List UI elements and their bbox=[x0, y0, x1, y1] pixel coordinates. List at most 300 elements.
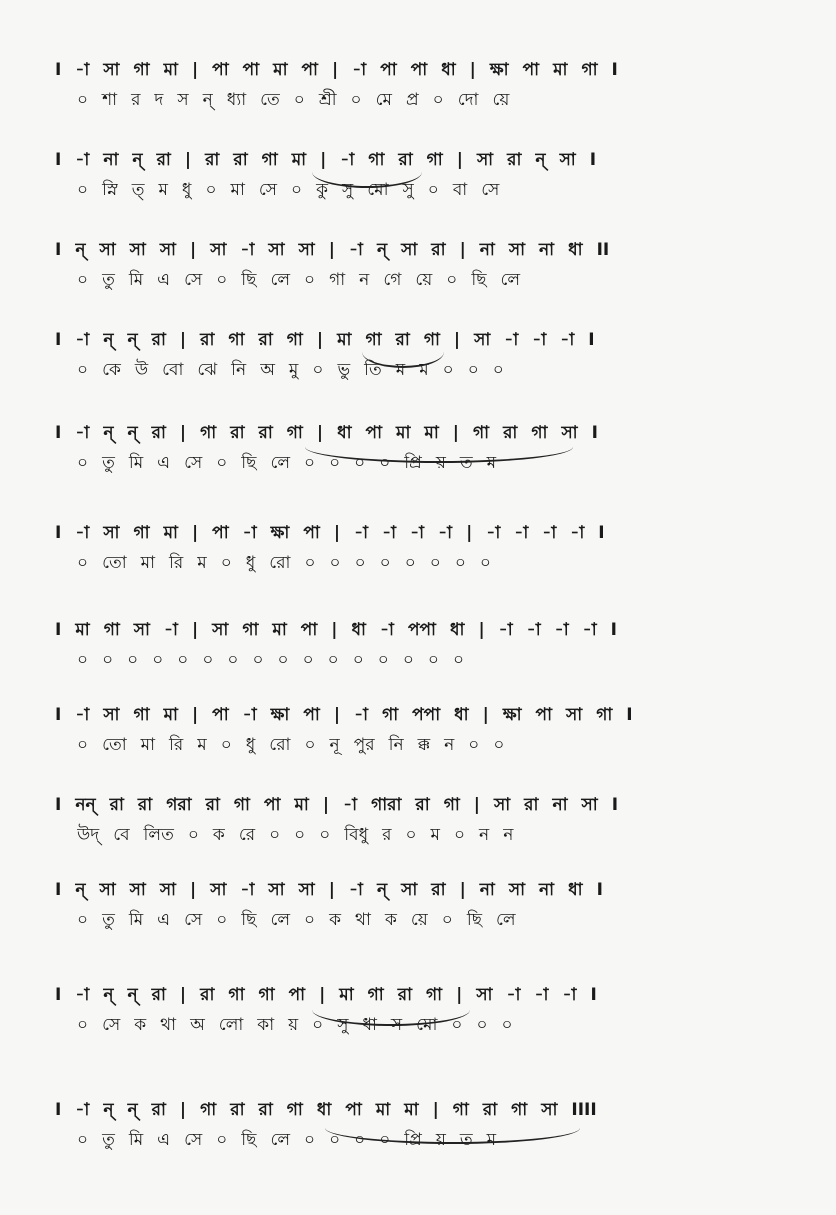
swara-note: রা bbox=[205, 150, 220, 170]
lyric-syllable: ০ bbox=[312, 360, 324, 380]
swara-note: ধা bbox=[351, 620, 366, 640]
swara-note: সা bbox=[133, 620, 150, 640]
lyric-syllable: ০ bbox=[352, 650, 364, 670]
swara-note: গা bbox=[531, 423, 548, 443]
lyric-syllable: ০ bbox=[304, 735, 316, 755]
swara-note: ক্ষা bbox=[270, 523, 290, 543]
swara-note: IIII bbox=[571, 1100, 597, 1120]
lyric-syllable: ০ bbox=[432, 90, 444, 110]
swara-line bbox=[55, 145, 815, 175]
lyric-syllable: বো bbox=[162, 360, 184, 380]
lyric-syllable: ম bbox=[419, 360, 429, 380]
lyric-syllable: ০ bbox=[501, 1015, 513, 1035]
swara-note: রা bbox=[151, 330, 166, 350]
swara-note: পা bbox=[303, 523, 320, 543]
lyric-syllable: ০ bbox=[77, 270, 89, 290]
lyric-syllable: য় bbox=[435, 1130, 446, 1150]
swara-note: সা bbox=[474, 330, 491, 350]
lyric-syllable: ০ bbox=[446, 270, 458, 290]
swara-note: সা bbox=[298, 240, 315, 260]
lyric-syllable: রো bbox=[269, 553, 291, 573]
lyric-line bbox=[77, 85, 815, 115]
swara-note: | bbox=[452, 423, 459, 443]
lyric-line bbox=[77, 645, 815, 675]
swara-note: গা bbox=[367, 985, 384, 1005]
lyric-syllable: ০ bbox=[252, 650, 264, 670]
notation-row bbox=[55, 875, 815, 935]
swara-note: গা bbox=[133, 523, 150, 543]
lyric-syllable: ০ bbox=[354, 553, 366, 573]
lyric-syllable: ০ bbox=[453, 825, 466, 845]
swara-note: ন্ bbox=[75, 240, 86, 260]
swara-note: পা bbox=[303, 705, 320, 725]
swara-note: -া bbox=[382, 523, 397, 543]
swara-note: সা bbox=[476, 150, 494, 170]
swara-note: -া bbox=[242, 523, 257, 543]
swara-note: গা bbox=[286, 330, 303, 350]
swara-note: | bbox=[191, 60, 199, 80]
swara-note: I bbox=[55, 150, 62, 170]
swara-note: I bbox=[55, 795, 62, 815]
lyric-syllable: রি bbox=[169, 735, 184, 755]
lyric-syllable: সু bbox=[402, 180, 414, 200]
lyric-syllable: রো bbox=[269, 735, 291, 755]
lyric-syllable: ০ bbox=[77, 1015, 89, 1035]
swara-note: সা bbox=[210, 880, 227, 900]
notation-row bbox=[55, 518, 815, 578]
lyric-syllable: ০ bbox=[493, 735, 505, 755]
lyric-syllable: ন bbox=[503, 825, 514, 845]
swara-note: সা bbox=[508, 880, 526, 900]
swara-note: | bbox=[322, 795, 330, 815]
swara-note: পা bbox=[212, 523, 229, 543]
swara-note: গা bbox=[426, 150, 443, 170]
swara-note: ন্ bbox=[376, 880, 388, 900]
swara-note: -া bbox=[348, 240, 363, 260]
swara-note: | bbox=[466, 523, 473, 543]
lyric-syllable: ০ bbox=[216, 910, 228, 930]
lyric-syllable: ম bbox=[430, 825, 440, 845]
swara-note: ন্ bbox=[127, 1100, 138, 1120]
swara-note: গা bbox=[473, 423, 490, 443]
swara-note: ন্ bbox=[103, 1100, 114, 1120]
swara-note: গা bbox=[365, 330, 382, 350]
swara-note: ধা bbox=[449, 620, 465, 640]
swara-note: গারা bbox=[371, 795, 402, 815]
swara-note: সা bbox=[401, 880, 418, 900]
swara-note: -া bbox=[582, 620, 597, 640]
notation-row bbox=[55, 615, 815, 675]
swara-line bbox=[55, 55, 815, 85]
swara-note: সা bbox=[212, 620, 229, 640]
swara-note: গা bbox=[452, 1100, 469, 1120]
lyric-syllable: সে bbox=[258, 180, 278, 200]
lyric-syllable: ম bbox=[197, 735, 207, 755]
swara-note: | bbox=[469, 60, 476, 80]
lyric-syllable: ন bbox=[479, 825, 490, 845]
lyric-syllable: সে bbox=[184, 1130, 203, 1150]
swara-note: সা bbox=[99, 240, 116, 260]
lyric-syllable: লিত bbox=[143, 825, 174, 845]
swara-note: | bbox=[179, 330, 187, 350]
lyric-syllable: শা bbox=[102, 90, 118, 110]
swara-note: পা bbox=[345, 1100, 362, 1120]
swara-note: গরা bbox=[166, 795, 192, 815]
swara-note: না bbox=[552, 795, 568, 815]
swara-note: মা bbox=[75, 620, 90, 640]
lyric-syllable: ক bbox=[384, 910, 397, 930]
swara-note: | bbox=[191, 523, 199, 543]
swara-note: রা bbox=[258, 330, 273, 350]
swara-line bbox=[55, 615, 815, 645]
lyric-syllable: সে bbox=[102, 1015, 121, 1035]
swara-note: | bbox=[478, 620, 485, 640]
swara-note: পা bbox=[365, 423, 383, 443]
lyric-syllable: ০ bbox=[220, 553, 232, 573]
swara-note: | bbox=[319, 985, 326, 1005]
swara-note: -া bbox=[438, 523, 453, 543]
swara-note: মা bbox=[273, 60, 288, 80]
lyric-syllable: লে bbox=[496, 910, 516, 930]
swara-note: মা bbox=[396, 423, 411, 443]
lyric-syllable: ক bbox=[212, 825, 225, 845]
swara-line bbox=[55, 418, 815, 448]
swara-note: গা bbox=[242, 620, 259, 640]
swara-line bbox=[55, 1095, 815, 1125]
lyric-syllable: ম bbox=[197, 553, 207, 573]
swara-note: সা bbox=[561, 423, 578, 443]
swara-note: গা bbox=[443, 795, 460, 815]
swara-note: | bbox=[316, 330, 324, 350]
lyric-syllable: পুর bbox=[353, 735, 375, 755]
lyric-syllable: মে bbox=[375, 90, 392, 110]
lyric-syllable: ০ bbox=[427, 650, 439, 670]
lyric-syllable: ধা bbox=[362, 1015, 377, 1035]
swara-note: -া bbox=[498, 620, 513, 640]
lyric-syllable: ছি bbox=[241, 270, 257, 290]
lyric-syllable: এ bbox=[157, 453, 171, 473]
swara-note: I bbox=[55, 985, 62, 1005]
lyric-syllable: বা bbox=[452, 180, 468, 200]
lyric-line bbox=[77, 265, 815, 295]
notation-row bbox=[55, 700, 815, 760]
swara-note: রা bbox=[200, 330, 215, 350]
lyric-syllable: র bbox=[382, 825, 392, 845]
swara-note: | bbox=[328, 880, 335, 900]
lyric-syllable: ০ bbox=[405, 825, 417, 845]
lyric-syllable: ০ bbox=[216, 1130, 228, 1150]
lyric-syllable: সে bbox=[184, 910, 203, 930]
swara-note: -া bbox=[340, 150, 355, 170]
swara-note: -া bbox=[75, 330, 90, 350]
lyric-syllable: সু bbox=[337, 1015, 349, 1035]
lyric-syllable: ন bbox=[444, 735, 455, 755]
swara-line bbox=[55, 790, 815, 820]
lyric-syllable: ছি bbox=[241, 453, 257, 473]
swara-note: সা bbox=[210, 240, 227, 260]
swara-note: সা bbox=[159, 240, 176, 260]
swara-note: গা bbox=[286, 423, 303, 443]
lyric-syllable: নি bbox=[388, 735, 404, 755]
lyric-syllable: বিধু bbox=[344, 825, 369, 845]
swara-note: ধা bbox=[337, 423, 352, 443]
lyric-syllable: ন্ bbox=[202, 90, 213, 110]
lyric-syllable: ০ bbox=[187, 825, 199, 845]
lyric-syllable: য় bbox=[435, 453, 446, 473]
swara-note: I bbox=[598, 523, 605, 543]
lyric-syllable: ০ bbox=[467, 360, 479, 380]
lyric-syllable: কা bbox=[257, 1015, 275, 1035]
swara-note: ন্ bbox=[535, 150, 546, 170]
lyric-syllable: ০ bbox=[77, 180, 89, 200]
lyric-syllable: কু bbox=[316, 180, 328, 200]
lyric-syllable: ০ bbox=[227, 650, 239, 670]
lyric-syllable: মা bbox=[140, 553, 156, 573]
swara-note: সা bbox=[103, 523, 120, 543]
lyric-line bbox=[77, 355, 815, 385]
swara-note: ক্ষা bbox=[502, 705, 522, 725]
lyric-syllable: স bbox=[390, 1015, 403, 1035]
swara-note: মা bbox=[291, 150, 307, 170]
swara-note: পা bbox=[535, 705, 553, 725]
swara-note: I bbox=[590, 985, 597, 1005]
swara-note: -া bbox=[163, 620, 178, 640]
lyric-syllable: ধু bbox=[245, 553, 256, 573]
lyric-syllable: ০ bbox=[404, 553, 416, 573]
swara-note: | bbox=[191, 620, 199, 640]
lyric-syllable: ০ bbox=[402, 650, 414, 670]
lyric-syllable: ০ bbox=[429, 553, 441, 573]
swara-note: | bbox=[453, 330, 461, 350]
lyric-syllable: ০ bbox=[452, 650, 464, 670]
lyric-syllable: এ bbox=[157, 910, 171, 930]
swara-note: রা bbox=[200, 985, 215, 1005]
swara-note: -া bbox=[242, 705, 257, 725]
swara-note: | bbox=[473, 795, 480, 815]
lyric-syllable: য় bbox=[288, 1015, 299, 1035]
lyric-syllable: ০ bbox=[269, 825, 281, 845]
lyric-syllable: ০ bbox=[77, 650, 89, 670]
swara-note: পা bbox=[522, 60, 540, 80]
swara-note: -া bbox=[506, 985, 521, 1005]
lyric-syllable: ছি bbox=[466, 910, 483, 930]
swara-note: I bbox=[589, 150, 597, 170]
swara-note: রা bbox=[524, 795, 539, 815]
swara-note: -া bbox=[560, 330, 575, 350]
lyric-syllable: ০ bbox=[77, 453, 89, 473]
notation-row bbox=[55, 1095, 815, 1155]
lyric-syllable: তি bbox=[364, 360, 382, 380]
swara-note: I bbox=[55, 60, 62, 80]
lyric-syllable: গা bbox=[329, 270, 346, 290]
lyric-syllable: ক bbox=[329, 910, 341, 930]
lyric-syllable: ০ bbox=[379, 453, 391, 473]
swara-note: সা bbox=[494, 795, 511, 815]
lyric-syllable: ম bbox=[486, 453, 497, 473]
swara-note: রা bbox=[109, 795, 124, 815]
lyric-syllable: ০ bbox=[354, 453, 366, 473]
swara-note: I bbox=[611, 60, 618, 80]
lyric-syllable: তে bbox=[260, 90, 280, 110]
swara-note: -া bbox=[75, 150, 90, 170]
lyric-syllable: মি bbox=[128, 1130, 144, 1150]
swara-note: I bbox=[55, 523, 62, 543]
lyric-syllable: থা bbox=[355, 910, 371, 930]
swara-note: সা bbox=[99, 880, 116, 900]
swara-note: গা bbox=[286, 1100, 303, 1120]
swara-note: | bbox=[179, 985, 187, 1005]
lyric-syllable: ম bbox=[158, 180, 168, 200]
lyric-syllable: য়ে bbox=[492, 90, 510, 110]
swara-note: রা bbox=[151, 1100, 166, 1120]
lyric-syllable: সে bbox=[184, 453, 203, 473]
lyric-syllable: তো bbox=[102, 553, 127, 573]
lyric-syllable: মি bbox=[128, 270, 144, 290]
swara-note: | bbox=[320, 150, 327, 170]
lyric-syllable: ছি bbox=[241, 1130, 257, 1150]
swara-note: মা bbox=[424, 423, 439, 443]
lyric-syllable: বে bbox=[113, 825, 130, 845]
swara-note: মা bbox=[337, 330, 352, 350]
lyric-syllable: ধ্যা bbox=[226, 90, 247, 110]
lyric-syllable: মি bbox=[128, 910, 144, 930]
swara-note: সা bbox=[581, 795, 598, 815]
swara-note: ক্ষা bbox=[489, 60, 509, 80]
swara-note: গা bbox=[103, 620, 120, 640]
swara-note: -া bbox=[504, 330, 519, 350]
lyric-syllable: লো bbox=[218, 1015, 244, 1035]
swara-note: না bbox=[539, 240, 555, 260]
swara-note: -া bbox=[554, 620, 569, 640]
lyric-syllable: ০ bbox=[354, 1130, 366, 1150]
lyric-line bbox=[77, 820, 815, 850]
lyric-syllable: ০ bbox=[377, 650, 389, 670]
swara-note: -া bbox=[75, 705, 90, 725]
swara-note: I bbox=[55, 423, 62, 443]
swara-note: মা bbox=[339, 985, 354, 1005]
lyric-syllable: ম bbox=[486, 1130, 497, 1150]
swara-note: ন্ bbox=[127, 330, 138, 350]
lyric-syllable: র bbox=[131, 90, 141, 110]
swara-note: ন্ bbox=[132, 150, 143, 170]
swara-note: -া bbox=[240, 880, 255, 900]
swara-note: গা bbox=[200, 1100, 217, 1120]
swara-note: মা bbox=[272, 620, 287, 640]
swara-note: গা bbox=[511, 1100, 528, 1120]
swara-note: I bbox=[588, 330, 595, 350]
swara-note: -া bbox=[348, 880, 363, 900]
lyric-syllable: উ bbox=[134, 360, 149, 380]
swara-note: নন্ bbox=[75, 795, 96, 815]
lyric-syllable: ০ bbox=[205, 180, 217, 200]
swara-note: ন্ bbox=[103, 423, 114, 443]
swara-note: | bbox=[456, 985, 463, 1005]
swara-note: গা bbox=[133, 705, 150, 725]
swara-note: | bbox=[333, 705, 341, 725]
swara-note: সা bbox=[268, 880, 285, 900]
swara-note: ধা bbox=[568, 240, 583, 260]
swara-note: -া bbox=[75, 523, 90, 543]
swara-note: -া bbox=[354, 705, 369, 725]
lyric-syllable: অ bbox=[190, 1015, 205, 1035]
lyric-syllable: রে bbox=[238, 825, 256, 845]
swara-note: -া bbox=[75, 423, 90, 443]
swara-note: -া bbox=[354, 523, 369, 543]
lyric-syllable: লে bbox=[270, 270, 291, 290]
lyric-syllable: ০ bbox=[177, 650, 189, 670]
lyric-syllable: স bbox=[177, 90, 189, 110]
swara-note: ধা bbox=[441, 60, 456, 80]
lyric-syllable: ০ bbox=[379, 1130, 391, 1150]
lyric-syllable: ছি bbox=[241, 910, 257, 930]
swara-note: পা bbox=[212, 60, 229, 80]
lyric-syllable: ত bbox=[459, 453, 473, 473]
swara-note: রা bbox=[507, 150, 522, 170]
swara-note: গা bbox=[581, 60, 598, 80]
lyric-line bbox=[77, 548, 815, 578]
lyric-syllable: দ bbox=[154, 90, 164, 110]
lyric-syllable: গে bbox=[383, 270, 402, 290]
swara-note: I bbox=[55, 880, 62, 900]
swara-note: পপা bbox=[412, 705, 441, 725]
swara-note: সা bbox=[476, 985, 493, 1005]
swara-note: পা bbox=[380, 60, 397, 80]
swara-note: সা bbox=[401, 240, 418, 260]
lyric-syllable: ন bbox=[359, 270, 370, 290]
swara-note: রা bbox=[151, 423, 166, 443]
lyric-syllable: ০ bbox=[216, 453, 228, 473]
swara-note: সা bbox=[159, 880, 176, 900]
swara-note: -া bbox=[562, 985, 577, 1005]
swara-note: রা bbox=[258, 423, 273, 443]
lyric-syllable: লে bbox=[500, 270, 521, 290]
swara-note: I bbox=[611, 795, 619, 815]
swara-note: সা bbox=[508, 240, 526, 260]
notation-row bbox=[55, 145, 815, 205]
swara-note: | bbox=[331, 620, 338, 640]
notation-row bbox=[55, 790, 815, 850]
lyric-syllable: নি bbox=[231, 360, 247, 380]
lyric-syllable: অ bbox=[260, 360, 275, 380]
lyric-syllable: সে bbox=[184, 270, 203, 290]
swara-note: মা bbox=[553, 60, 568, 80]
swara-note: পা bbox=[301, 60, 318, 80]
swara-note: ধা bbox=[454, 705, 469, 725]
swara-note: না bbox=[479, 240, 495, 260]
lyric-syllable: ত্ bbox=[131, 180, 145, 200]
lyric-syllable: য়ে bbox=[415, 270, 433, 290]
swara-line bbox=[55, 325, 815, 355]
swara-note: -া bbox=[514, 523, 529, 543]
lyric-syllable: ০ bbox=[379, 553, 391, 573]
swara-note: I bbox=[55, 330, 62, 350]
lyric-syllable: মা bbox=[230, 180, 245, 200]
swara-note: | bbox=[328, 240, 335, 260]
swara-note: গা bbox=[233, 795, 250, 815]
lyric-syllable: নূ bbox=[329, 735, 340, 755]
swara-note: I bbox=[55, 705, 62, 725]
lyric-syllable: লে bbox=[270, 910, 291, 930]
swara-note: I bbox=[55, 1100, 62, 1120]
lyric-syllable: ০ bbox=[291, 180, 303, 200]
swara-note: রা bbox=[503, 423, 518, 443]
lyric-syllable: ০ bbox=[220, 735, 232, 755]
lyric-syllable: ত bbox=[459, 1130, 473, 1150]
swara-note: গা bbox=[596, 705, 613, 725]
swara-note: সা bbox=[559, 150, 576, 170]
lyric-syllable: মি bbox=[128, 453, 144, 473]
swara-note: ন্ bbox=[103, 985, 114, 1005]
